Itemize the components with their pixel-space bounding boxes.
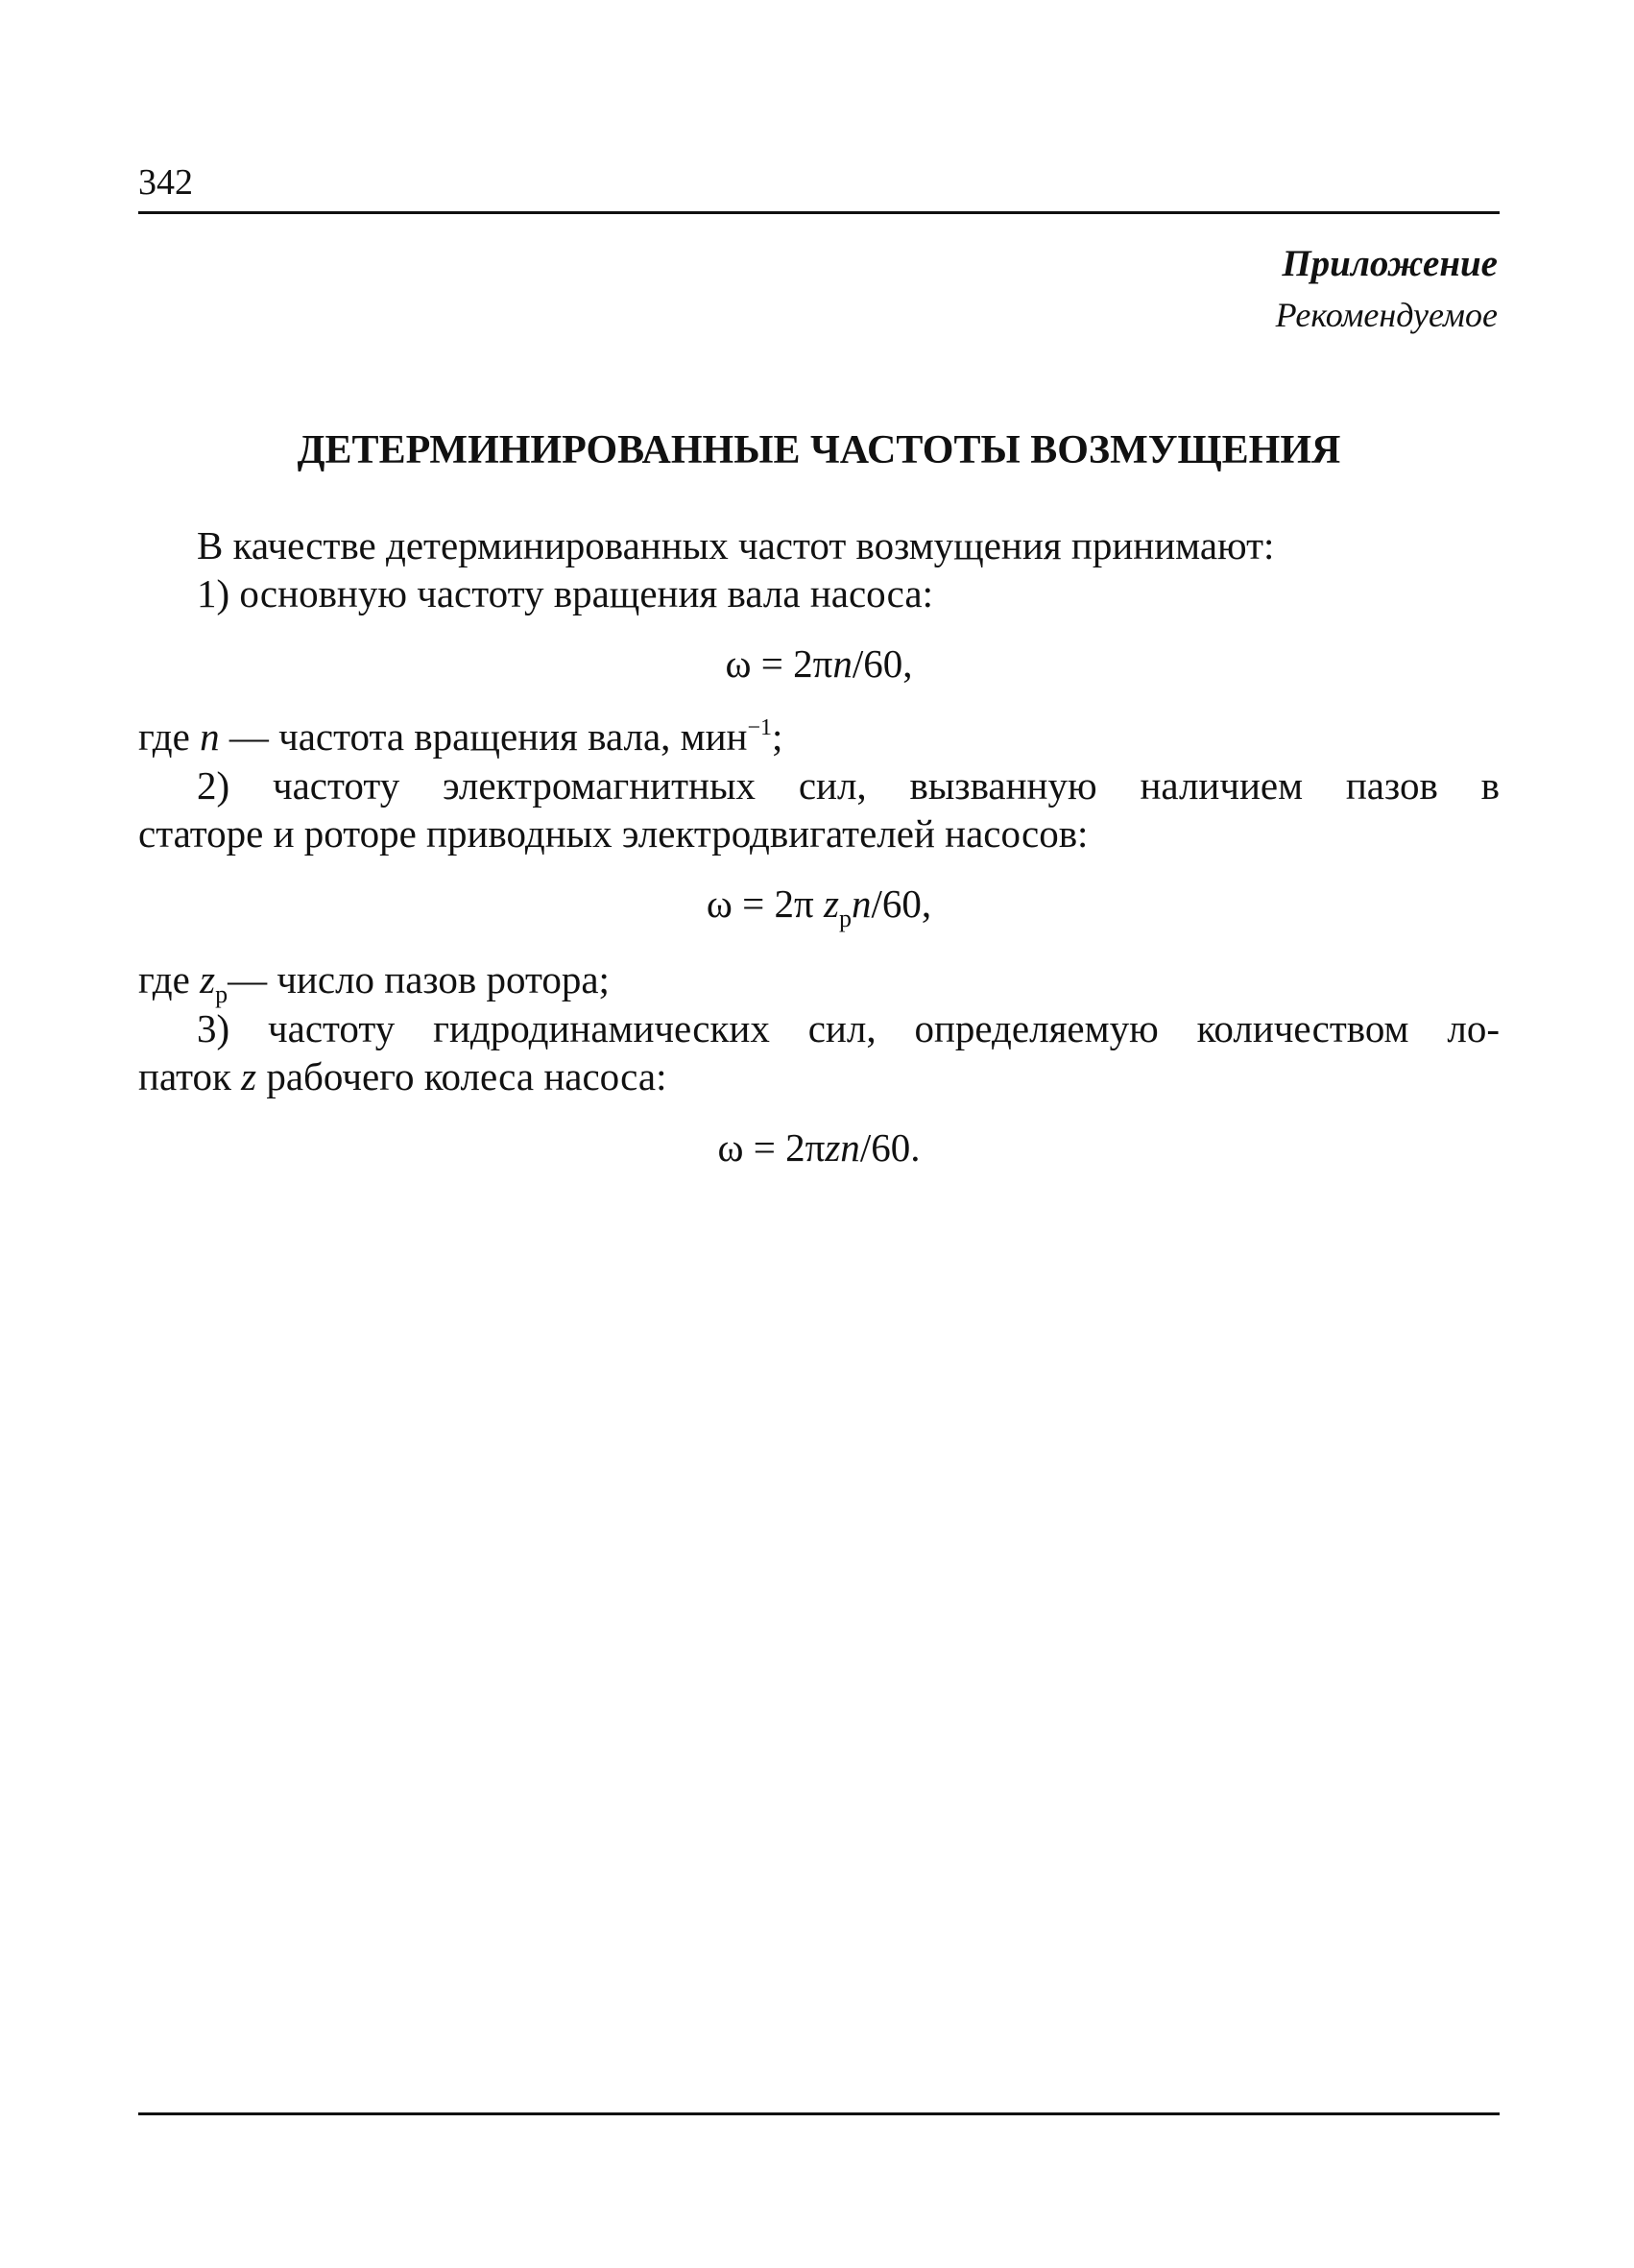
definition-2-subscript: р: [215, 980, 228, 1008]
definition-1-exponent: −1: [747, 715, 773, 740]
definition-1-text: — частота вращения вала, мин: [219, 714, 748, 759]
formula-2-subscript: р: [838, 905, 852, 932]
list-item-1: 1) основную частоту вращения вала насоса:: [197, 571, 933, 615]
list-item-3-line-2: [138, 1052, 666, 1100]
definition-1-variable: n: [200, 714, 220, 759]
list-item-2-line-2: статоре и роторе приводных электродвигателей насосов:: [138, 811, 1089, 856]
formula-3: [138, 1123, 1500, 1171]
formula-2-variable-z: z: [823, 881, 839, 926]
formula-1-prefix: ω = 2π: [725, 641, 833, 686]
appendix-subtitle: Рекомендуемое: [1275, 296, 1498, 334]
definition-2-text: — число пазов ротора;: [228, 957, 610, 1001]
formula-2-prefix: ω = 2π: [706, 881, 824, 926]
list-item-3-prefix: паток: [138, 1054, 242, 1098]
formula-1-variable: n: [832, 641, 853, 686]
list-item-2-line-1: 2) частоту электромагнитных сил, вызванную наличием пазов в: [197, 763, 1500, 808]
list-item-3-variable: z: [241, 1054, 257, 1098]
formula-1: [138, 639, 1500, 688]
formula-3-variable: zn: [825, 1125, 860, 1170]
definition-1-prefix: где: [138, 714, 201, 759]
page-number: 342: [138, 162, 193, 203]
formula-3-suffix: /60.: [859, 1125, 921, 1170]
section-heading: ДЕТЕРМИНИРОВАННЫЕ ЧАСТОТЫ ВОЗМУЩЕНИЯ: [297, 428, 1341, 472]
list-item-3-suffix: рабочего колеса насоса:: [256, 1054, 667, 1098]
header-rule: [138, 211, 1500, 214]
formula-2-suffix: /60,: [871, 881, 932, 926]
appendix-title: Приложение: [1282, 243, 1498, 284]
definition-2: [138, 955, 610, 1008]
definition-2-variable: z: [200, 957, 216, 1001]
definition-1-end: ;: [772, 714, 783, 759]
formula-2: [138, 880, 1500, 932]
list-item-3-line-1: 3) частоту гидродинамических сил, определяемую количеством ло-: [197, 1006, 1500, 1050]
definition-1: [138, 712, 782, 760]
formula-2-variable-n: n: [851, 881, 872, 926]
formula-3-prefix: ω = 2π: [717, 1125, 826, 1170]
intro-paragraph: В качестве детерминированных частот возмущения принимают:: [197, 523, 1275, 567]
definition-2-prefix: где: [138, 957, 201, 1001]
formula-1-suffix: /60,: [852, 641, 913, 686]
footer-rule: [138, 2112, 1500, 2115]
